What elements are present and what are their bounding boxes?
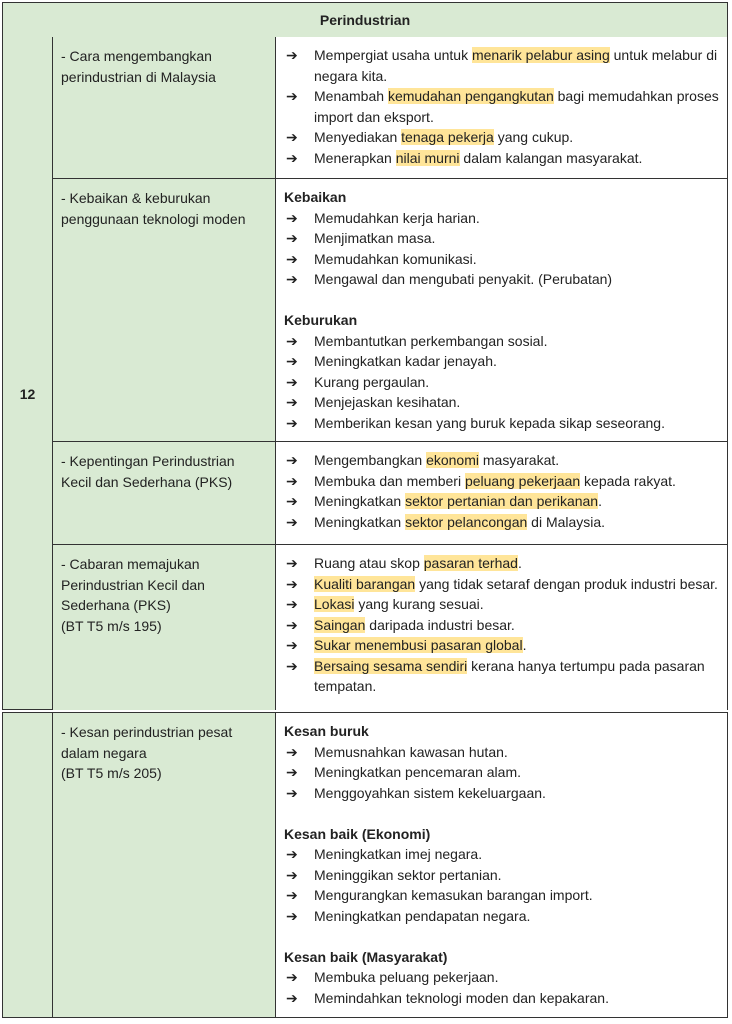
list-item bbox=[284, 392, 722, 413]
item-text: kerana hanya tertumpu pada pasaran tempatan. bbox=[314, 657, 705, 694]
list-item bbox=[284, 351, 722, 372]
number-column bbox=[3, 37, 53, 709]
list-item bbox=[284, 45, 722, 86]
list-item bbox=[284, 269, 722, 290]
arrow-right-icon: ➔ bbox=[286, 332, 298, 349]
list-item bbox=[284, 228, 722, 249]
topic-line: - Kepentingan Perindustrian bbox=[61, 453, 235, 469]
subheading: Kebaikan bbox=[284, 189, 347, 205]
detail-cell bbox=[276, 713, 727, 1017]
item-text: masyarakat. bbox=[479, 452, 560, 468]
detail-cell bbox=[276, 179, 727, 441]
subheading: Kesan buruk bbox=[284, 723, 369, 739]
arrow-right-icon: ➔ bbox=[286, 555, 298, 571]
detail-cell bbox=[276, 37, 727, 178]
item-text: Menjimatkan masa. bbox=[314, 230, 436, 246]
topic-line: (BT T5 m/s 195) bbox=[61, 617, 162, 634]
arrow-right-icon: ➔ bbox=[286, 866, 298, 883]
list-item bbox=[284, 450, 722, 471]
item-text: Ruang atau skop bbox=[314, 555, 424, 571]
subheading: Kesan baik (Ekonomi) bbox=[284, 825, 431, 842]
highlighted-text: Kualiti barangan bbox=[314, 575, 416, 592]
topic-line: - Kebaikan & keburukan bbox=[61, 190, 211, 206]
arrow-right-icon: ➔ bbox=[286, 637, 298, 653]
number-column bbox=[3, 713, 53, 1017]
highlighted-text: menarik pelabur asing bbox=[471, 47, 610, 63]
list-item bbox=[284, 656, 722, 697]
item-text: Menambah bbox=[314, 88, 388, 104]
topic-cell bbox=[53, 442, 276, 544]
list-item bbox=[284, 906, 722, 927]
arrow-right-icon: ➔ bbox=[286, 149, 298, 166]
arrow-right-icon: ➔ bbox=[286, 969, 298, 985]
list-item bbox=[284, 967, 722, 988]
topic-text bbox=[61, 722, 266, 784]
detail-list bbox=[284, 450, 722, 532]
topic-cell bbox=[53, 179, 276, 441]
highlighted-text: Bersaing sesama sendiri bbox=[314, 657, 468, 674]
list-item bbox=[284, 594, 722, 615]
list-item bbox=[284, 865, 722, 886]
highlighted-text: pasaran terhad bbox=[423, 555, 518, 571]
arrow-right-icon: ➔ bbox=[286, 764, 298, 780]
topic-line: - Cara mengembangkan bbox=[61, 48, 212, 64]
item-text: Membuka peluang pekerjaan. bbox=[314, 969, 499, 985]
arrow-right-icon: ➔ bbox=[286, 209, 298, 226]
highlighted-text: nilai murni bbox=[395, 149, 460, 166]
arrow-right-icon: ➔ bbox=[286, 743, 298, 760]
topic-line: dalam negara bbox=[61, 744, 147, 761]
spacer bbox=[284, 290, 722, 311]
list-item bbox=[284, 783, 722, 804]
topic-line: Kecil dan Sederhana (PKS) bbox=[61, 473, 233, 490]
topic-line: - Cabaran memajukan bbox=[61, 556, 200, 572]
item-text: Menggoyahkan sistem kekeluargaan. bbox=[314, 784, 546, 801]
list-item bbox=[284, 553, 722, 574]
spacer bbox=[284, 926, 722, 947]
detail-list bbox=[284, 187, 722, 433]
arrow-right-icon: ➔ bbox=[286, 414, 298, 431]
item-text: Mempergiat usaha untuk bbox=[314, 47, 472, 63]
arrow-right-icon: ➔ bbox=[286, 452, 298, 468]
item-text: yang tidak setaraf dengan produk industri besar. bbox=[415, 575, 718, 592]
list-item bbox=[284, 742, 722, 763]
arrow-right-icon: ➔ bbox=[286, 575, 298, 592]
item-text: daripada industri besar. bbox=[365, 616, 515, 633]
item-text: Meningkatkan kadar jenayah. bbox=[314, 353, 497, 369]
topic-line: perindustrian di Malaysia bbox=[61, 68, 216, 85]
list-item bbox=[284, 574, 722, 595]
highlighted-text: Saingan bbox=[314, 616, 366, 633]
highlighted-text: Sukar menembusi pasaran global bbox=[314, 637, 523, 653]
topic-line: penggunaan teknologi moden bbox=[61, 210, 246, 227]
highlighted-text: sektor pelancongan bbox=[405, 513, 528, 530]
item-text: Meningkatkan bbox=[314, 513, 406, 530]
topic-text bbox=[61, 554, 266, 636]
list-item bbox=[284, 372, 722, 393]
item-text: bagi memudahkan proses import dan eksport. bbox=[314, 88, 719, 125]
list-item bbox=[284, 208, 722, 229]
arrow-right-icon: ➔ bbox=[286, 846, 298, 862]
item-text: . bbox=[517, 555, 522, 571]
list-item bbox=[284, 615, 722, 636]
list-item bbox=[284, 635, 722, 656]
item-text: Membantutkan perkembangan sosial. bbox=[314, 332, 548, 349]
arrow-right-icon: ➔ bbox=[286, 88, 298, 104]
arrow-right-icon: ➔ bbox=[286, 784, 298, 801]
item-text: Mengembangkan bbox=[314, 452, 427, 468]
arrow-right-icon: ➔ bbox=[286, 394, 298, 410]
arrow-right-icon: ➔ bbox=[286, 373, 298, 390]
topic-text bbox=[61, 188, 266, 229]
highlighted-text: sektor pertanian dan perikanan bbox=[405, 493, 599, 509]
highlighted-text: Lokasi bbox=[314, 596, 355, 612]
item-text: dalam kalangan masyarakat. bbox=[459, 149, 643, 166]
arrow-right-icon: ➔ bbox=[286, 513, 298, 530]
list-item bbox=[284, 471, 722, 492]
list-item bbox=[284, 86, 722, 127]
arrow-right-icon: ➔ bbox=[286, 493, 298, 509]
arrow-right-icon: ➔ bbox=[286, 657, 298, 674]
item-text: Membuka dan memberi bbox=[314, 472, 465, 489]
topic-line: Sederhana (PKS) bbox=[61, 597, 171, 613]
topic-text bbox=[61, 451, 266, 492]
section-header bbox=[2, 2, 728, 38]
list-item bbox=[284, 988, 722, 1009]
arrow-right-icon: ➔ bbox=[286, 353, 298, 369]
item-text: Meningkatkan imej negara. bbox=[314, 846, 483, 862]
detail-list bbox=[284, 553, 722, 697]
item-text: untuk melabur di negara kita. bbox=[314, 47, 718, 84]
arrow-right-icon: ➔ bbox=[286, 250, 298, 267]
item-text: . bbox=[598, 493, 602, 509]
list-item bbox=[284, 148, 722, 169]
list-item bbox=[284, 844, 722, 865]
spacer bbox=[284, 803, 722, 824]
item-text: yang cukup. bbox=[493, 129, 574, 145]
arrow-right-icon: ➔ bbox=[286, 616, 298, 633]
topic-line: Perindustrian Kecil dan bbox=[61, 576, 205, 593]
topic-cell bbox=[53, 37, 276, 178]
topic-line: - Kesan perindustrian pesat bbox=[61, 724, 233, 740]
table-block-12 bbox=[2, 37, 728, 710]
list-item bbox=[284, 413, 722, 434]
list-item bbox=[284, 512, 722, 533]
item-text: Meninggikan sektor pertanian. bbox=[314, 866, 502, 883]
subheading: Kesan baik (Masyarakat) bbox=[284, 948, 448, 965]
list-item bbox=[284, 491, 722, 512]
arrow-right-icon: ➔ bbox=[286, 129, 298, 145]
topic-cell bbox=[53, 545, 276, 710]
item-text: di Malaysia. bbox=[527, 513, 606, 530]
item-text: Meningkatkan pencemaran alam. bbox=[314, 764, 522, 780]
highlighted-text: peluang pekerjaan bbox=[464, 472, 581, 489]
arrow-right-icon: ➔ bbox=[286, 271, 298, 287]
topic-text bbox=[61, 46, 266, 87]
detail-cell bbox=[276, 545, 727, 710]
list-item bbox=[284, 762, 722, 783]
list-item bbox=[284, 331, 722, 352]
item-text: . bbox=[522, 637, 527, 653]
item-text: Memindahkan teknologi moden dan kepakaran. bbox=[314, 989, 609, 1006]
detail-list bbox=[284, 45, 722, 168]
item-text: Mengurangkan kemasukan barangan import. bbox=[314, 887, 593, 903]
subheading: Keburukan bbox=[284, 312, 358, 328]
arrow-right-icon: ➔ bbox=[286, 989, 298, 1006]
highlighted-text: tenaga pekerja bbox=[401, 129, 494, 145]
arrow-right-icon: ➔ bbox=[286, 230, 298, 246]
detail-cell bbox=[276, 442, 727, 544]
detail-list bbox=[284, 721, 722, 1008]
row-number: 12 bbox=[19, 386, 36, 402]
topic-line: (BT T5 m/s 205) bbox=[61, 765, 162, 781]
item-text: Kurang pergaulan. bbox=[314, 373, 430, 390]
arrow-right-icon: ➔ bbox=[286, 596, 298, 612]
arrow-right-icon: ➔ bbox=[286, 907, 298, 924]
item-text: Menyediakan bbox=[314, 129, 402, 145]
arrow-right-icon: ➔ bbox=[286, 47, 298, 63]
topic-cell bbox=[53, 713, 276, 1017]
item-text: Menjejaskan kesihatan. bbox=[314, 394, 461, 410]
section-title: Perindustrian bbox=[319, 12, 411, 28]
list-item bbox=[284, 885, 722, 906]
highlighted-text: kemudahan pengangkutan bbox=[387, 88, 554, 104]
arrow-right-icon: ➔ bbox=[286, 887, 298, 903]
item-text: Memudahkan kerja harian. bbox=[314, 209, 480, 226]
table-block-continued bbox=[2, 712, 728, 1018]
item-text: Memberikan kesan yang buruk kepada sikap seseorang. bbox=[314, 414, 665, 431]
item-text: Meningkatkan bbox=[314, 493, 406, 509]
item-text: Mengawal dan mengubati penyakit. (Perubatan) bbox=[314, 271, 613, 287]
item-text: Memusnahkan kawasan hutan. bbox=[314, 743, 508, 760]
list-item bbox=[284, 249, 722, 270]
highlighted-text: ekonomi bbox=[426, 452, 479, 468]
item-text: Menerapkan bbox=[314, 149, 396, 166]
item-text: yang kurang sesuai. bbox=[354, 596, 484, 612]
list-item bbox=[284, 127, 722, 148]
item-text: kepada rakyat. bbox=[580, 472, 676, 489]
arrow-right-icon: ➔ bbox=[286, 472, 298, 489]
item-text: Memudahkan komunikasi. bbox=[314, 250, 477, 267]
item-text: Meningkatkan pendapatan negara. bbox=[314, 907, 531, 924]
